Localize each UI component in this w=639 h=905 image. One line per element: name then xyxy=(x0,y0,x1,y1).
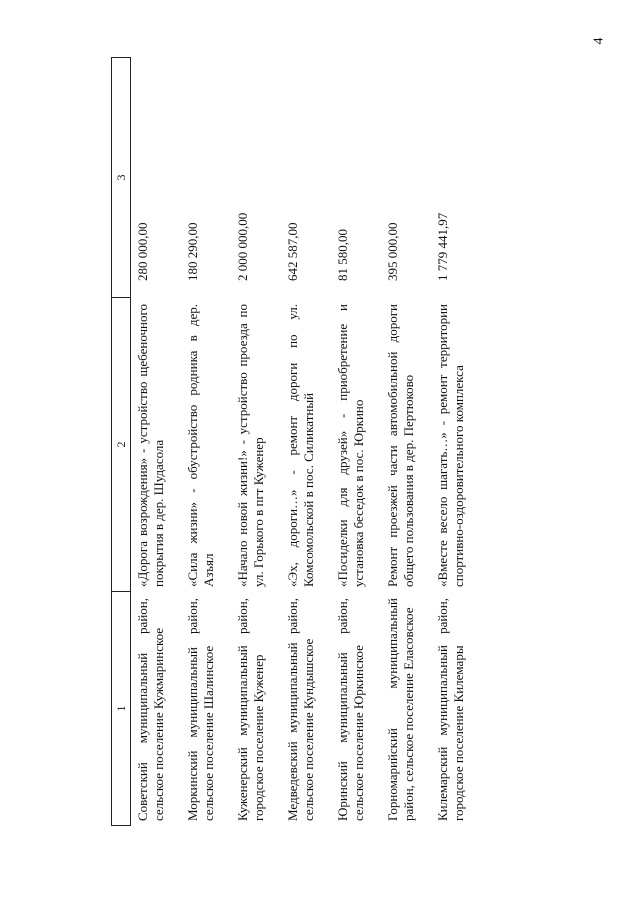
amount-cell: 81 580,00 xyxy=(335,229,350,281)
amount-cell: 395 000,00 xyxy=(385,222,400,281)
header-row xyxy=(112,58,131,826)
amount-cell: 180 290,00 xyxy=(185,222,200,281)
page-number: 4 xyxy=(591,37,607,45)
table-row xyxy=(131,58,182,826)
district-cell: Моркинский муниципальный район, сельское поселение Шалинское xyxy=(185,598,216,821)
project-cell: «Посиделки для друзей» - приобретение и установка беседок в пос. Юркино xyxy=(335,304,366,587)
district-cell: Медведевский муниципальный район, сельское поселение Кундышское xyxy=(285,598,316,821)
table-row xyxy=(181,58,231,826)
project-cell: «Дорога возрождения» - устройство щебеночного покрытия в дер. Шудасола xyxy=(135,304,166,587)
amount-cell: 642 587,00 xyxy=(285,222,300,281)
amount-cell: 2 000 000,00 xyxy=(235,212,250,281)
amount-cell: 280 000,00 xyxy=(135,222,150,281)
table-row xyxy=(331,58,381,826)
funding-table xyxy=(111,57,481,826)
project-cell: «Сила жизни» - обустройство родника в дер. Азъял xyxy=(185,304,216,587)
project-cell: Ремонт проезжей части автомобильной дороги общего пользования в дер. Пертюково xyxy=(385,304,416,587)
table-row xyxy=(381,58,431,826)
column-header-1: 1 xyxy=(112,592,131,826)
district-cell: Горномарийский муниципальный район, сельское поселение Еласовское xyxy=(385,598,416,821)
district-cell: Куженерский муниципальный район, городское поселение Куженер xyxy=(235,598,266,821)
table-row xyxy=(431,58,481,826)
project-cell: «Эх, дороги…» - ремонт дороги по ул. Комсомольской в пос. Силикатный xyxy=(285,304,316,587)
amount-cell: 1 779 441,97 xyxy=(435,212,450,281)
district-cell: Юринский муниципальный район, сельское поселение Юркинское xyxy=(335,598,366,821)
project-cell: «Вместе весело шагать…» - ремонт территории спортивно-оздоровительного комплекса xyxy=(435,304,466,587)
project-cell: «Начало новой жизни!» - устройство проезда по ул. Горького в пгт Куженер xyxy=(235,304,266,587)
table-row xyxy=(281,58,331,826)
column-header-3: 3 xyxy=(112,58,131,298)
column-header-2: 2 xyxy=(112,298,131,592)
district-cell: Советский муниципальный район, сельское поселение Кужмаринское xyxy=(135,598,166,821)
rotated-table-container xyxy=(111,58,529,826)
district-cell: Килемарский муниципальный район, городское поселение Килемары xyxy=(435,598,466,821)
table-row xyxy=(231,58,281,826)
